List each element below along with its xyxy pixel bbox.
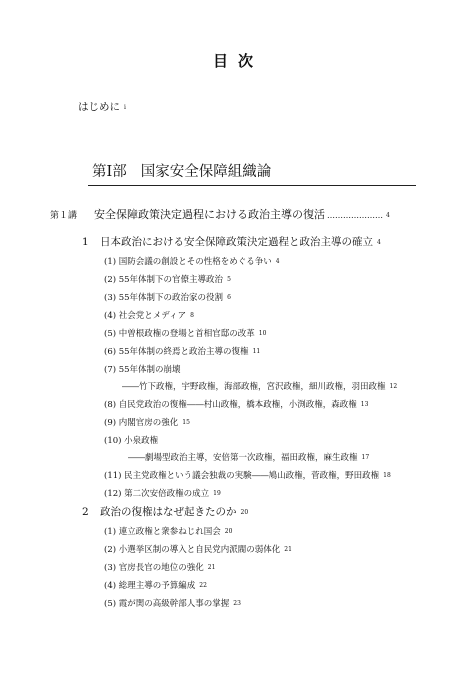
entry-text: (12) 第二次安倍政権の成立 — [104, 489, 210, 499]
page-number: 15 — [182, 419, 190, 426]
section-title: 政治の復権はなぜ起きたのか — [100, 506, 237, 518]
page-number: 13 — [360, 401, 369, 408]
lecture-heading — [50, 206, 390, 222]
page-number: 6 — [227, 294, 231, 301]
toc-entry — [104, 579, 207, 591]
toc-entry — [104, 345, 260, 357]
entry-label: はじめに — [78, 101, 120, 113]
toc-entry — [104, 561, 215, 573]
page-number: 4 — [377, 239, 381, 246]
page-number: 4 — [386, 212, 390, 219]
page-number: 21 — [284, 546, 292, 553]
part-heading — [92, 160, 271, 181]
part-title: 国家安全保障組織論 — [140, 164, 272, 180]
entry-text: (4) 総理主導の予算編成 — [104, 581, 196, 591]
page-number: 19 — [213, 490, 221, 497]
toc-entry — [104, 363, 181, 375]
toc-entry — [104, 597, 241, 609]
entry-text: (3) 官房長官の地位の強化 — [104, 563, 204, 573]
page-number: 23 — [233, 600, 241, 607]
entry-text: (11) 民主党政権という議会独裁の実験――鳩山政権，菅政権，野田政権 — [104, 471, 380, 481]
part-label: 第Ⅰ部 — [92, 164, 127, 180]
section-heading — [82, 234, 381, 249]
lecture-title: 安全保障政策決定過程における政治主導の復活 — [94, 208, 325, 221]
page-number: i — [124, 104, 126, 111]
page-number: 17 — [361, 454, 370, 461]
divider — [88, 185, 416, 186]
section-number: 1 — [82, 236, 89, 248]
section-number: 2 — [82, 506, 89, 518]
page-number: 18 — [383, 472, 391, 479]
entry-text: (3) 55年体制下の政治家の役割 — [104, 293, 224, 303]
entry-text: (1) 国防会議の創設とその性格をめぐる争い — [104, 257, 272, 267]
toc-entry — [104, 273, 231, 285]
page-title: 目次 — [212, 52, 263, 70]
entry-text: (4) 社会党とメディア — [104, 311, 187, 321]
page-number: 20 — [240, 509, 249, 516]
entry-text: (7) 55年体制の崩壊 — [104, 365, 181, 375]
toc-entry-introduction — [78, 99, 126, 114]
page-number: 11 — [252, 348, 261, 355]
toc-entry — [104, 309, 194, 321]
entry-text: (9) 内閣官房の強化 — [104, 418, 179, 428]
toc-entry-continuation — [128, 451, 369, 463]
page-number: 22 — [199, 582, 207, 589]
toc-entry — [104, 327, 266, 339]
entry-text: (10) 小泉政権 — [104, 436, 159, 446]
entry-text: ――劇場型政治主導，安倍第一次政権，福田政権，麻生政権 — [128, 453, 358, 463]
section-heading — [82, 504, 248, 519]
toc-entry — [104, 469, 391, 481]
entry-text: (2) 55年体制下の官僚主導政治 — [104, 275, 224, 285]
toc-entry-continuation — [122, 380, 397, 392]
toc-entry — [104, 255, 280, 267]
entry-text: (8) 自民党政治の復権――村山政権，橋本政権，小渕政権，森政権 — [104, 400, 357, 410]
toc-entry — [104, 398, 368, 410]
entry-text: (1) 連立政権と衆参ねじれ国会 — [104, 527, 221, 537]
lecture-label: 第１講 — [50, 211, 78, 221]
page-number: 8 — [190, 312, 194, 319]
toc-entry — [104, 525, 232, 537]
entry-text: (2) 小選挙区制の導入と自民党内派閥の弱体化 — [104, 545, 281, 555]
page-number: 10 — [258, 330, 267, 337]
page-number: 4 — [275, 258, 280, 265]
toc-entry — [104, 291, 231, 303]
page-number: 21 — [207, 564, 216, 571]
leader-dots: ………………… — [327, 211, 383, 220]
entry-text: (5) 中曽根政権の登場と首相官邸の改革 — [104, 329, 255, 339]
entry-text: (5) 霞が関の高級幹部人事の掌握 — [104, 599, 230, 609]
page-number: 20 — [224, 528, 233, 535]
entry-text: ――竹下政権，宇野政権，海部政権，宮沢政権，細川政権，羽田政権 — [122, 382, 386, 392]
toc-entry — [104, 487, 221, 499]
page-number: 12 — [389, 383, 398, 390]
toc-entry — [104, 543, 292, 555]
page-number: 5 — [227, 276, 231, 283]
toc-entry — [104, 416, 190, 428]
section-title: 日本政治における安全保障政策決定過程と政治主導の確立 — [100, 236, 373, 248]
entry-text: (6) 55年体制の終焉と政治主導の復権 — [104, 347, 249, 357]
toc-entry — [104, 434, 158, 446]
